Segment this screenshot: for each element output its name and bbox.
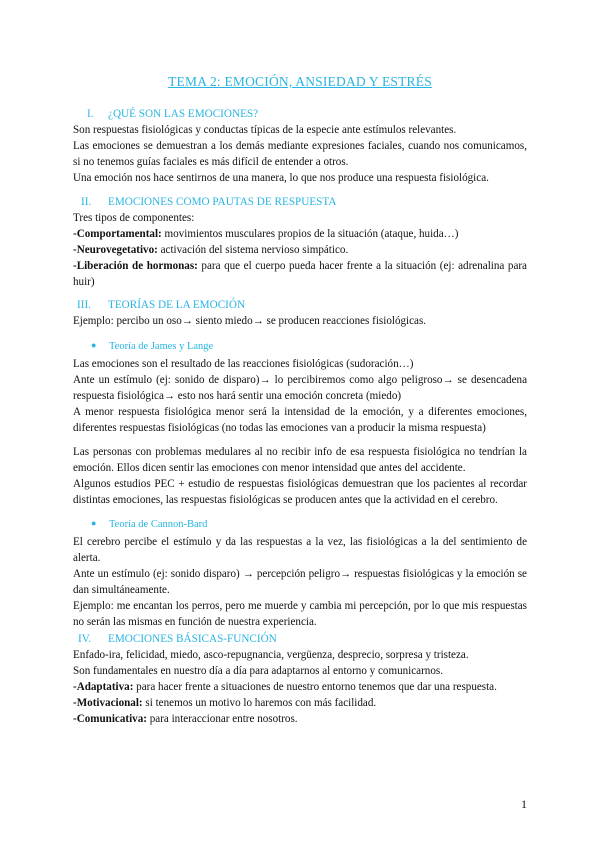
list-item (73, 242, 527, 258)
document-title: TEMA 2: EMOCIÓN, ANSIEDAD Y ESTRÉS (168, 74, 432, 89)
section-title: ¿QUÉ SON LAS EMOCIONES? (108, 108, 259, 120)
list-item (73, 258, 527, 290)
page-number: 1 (521, 797, 527, 811)
paragraph: Las personas con problemas medulares al no recibir info de esa respuesta fisiológica no tendrían la emoción. Ellos dicen sentir las emociones con menor intensidad que antes del accidente. (73, 446, 527, 474)
section-title: TEORÍAS DE LA EMOCIÓN (108, 299, 246, 311)
paragraph: El cerebro percibe el estímulo y da las respuestas a la vez, las fisiológicas a la del sentimiento de alerta. (73, 536, 527, 564)
term: -Neurovegetativo: (73, 244, 158, 256)
paragraph: Algunos estudios PEC + estudio de respuestas fisiológicas demuestran que los pacientes al recordar distintas emociones, las respuestas fisiológicas se producen antes que la actividad en el cerebro. (73, 478, 527, 506)
paragraph: Las emociones son el resultado de las reacciones fisiológicas (sudoración…) (73, 358, 414, 370)
term: -Comunicativa: (73, 713, 147, 725)
paragraph: A menor respuesta fisiológica menor será la intensidad de la emoción, y a diferentes emociones, diferentes respuestas fisiológicas (no todas las emociones van a producir la misma respuesta) (73, 406, 527, 434)
section-title: EMOCIONES COMO PAUTAS DE RESPUESTA (108, 196, 337, 208)
bullet-icon: ● (91, 340, 97, 350)
paragraph: Las emociones se demuestran a los demás mediante expresiones faciales, cuando nos comunicamos, si no tenemos guías faciales es más difícil de entender a otros. (73, 140, 527, 168)
paragraph: Ejemplo: percibo un oso→ siento miedo→ se producen reacciones fisiológicas. (73, 315, 427, 327)
paragraph: Tres tipos de componentes: (73, 212, 195, 224)
term-text: movimientos musculares propios de la situación (ataque, huida…) (161, 228, 459, 240)
section-number: I. (87, 108, 94, 120)
list-item (73, 711, 527, 727)
section-number: IV. (78, 633, 92, 645)
term-text: si tenemos un motivo lo haremos con más facilidad. (142, 697, 377, 709)
term: -Comportamental: (73, 228, 162, 240)
section-title: EMOCIONES BÁSICAS-FUNCIÓN (108, 633, 277, 645)
paragraph: Ante un estímulo (ej: sonido de disparo)→ lo percibiremos como algo peligroso→ se desencadena respuesta fisiológica→ esto nos hará sentir una emoción concreta (miedo) (73, 374, 527, 402)
paragraph: Una emoción nos hace sentirnos de una manera, lo que nos produce una respuesta fisiológica. (73, 172, 489, 184)
paragraph: Son respuestas fisiológicas y conductas típicas de la especie ante estímulos relevantes. (73, 124, 457, 136)
term-text: para que el cuerpo pueda hacer frente a la situación (ej: adrenalina para huir) (73, 260, 527, 288)
paragraph: Enfado-ira, felicidad, miedo, asco-repugnancia, vergüenza, desprecio, sorpresa y tristeza. (73, 649, 469, 661)
term: -Adaptativa: (73, 681, 134, 693)
term-text: activación del sistema nervioso simpático. (157, 244, 349, 256)
list-item (73, 679, 527, 695)
subheading-label: Teoría de James y Lange (109, 341, 214, 352)
subheading-label: Teoría de Cannon-Bard (109, 519, 208, 530)
term: -Motivacional: (73, 697, 143, 709)
paragraph: Ante un estímulo (ej: sonido disparo) → percepción peligro→ respuestas fisiológicas y la emoción se dan simultáneamente. (73, 568, 527, 596)
paragraph: Ejemplo: me encantan los perros, pero me muerde y cambia mi percepción, por lo que mis respuestas no serán las mismas en función de nuestra experiencia. (73, 600, 527, 628)
list-item (73, 226, 527, 242)
section-number: III. (77, 299, 91, 311)
term-text: para hacer frente a situaciones de nuestro entorno tenemos que dar una respuesta. (133, 681, 497, 693)
paragraph: Son fundamentales en nuestro día a día para adaptarnos al entorno y comunicarnos. (73, 665, 443, 677)
term-text: para interaccionar entre nosotros. (146, 713, 298, 725)
list-item (73, 695, 527, 711)
section-number: II. (81, 196, 92, 208)
bullet-icon: ● (91, 518, 97, 528)
term: -Liberación de hormonas: (73, 260, 198, 272)
